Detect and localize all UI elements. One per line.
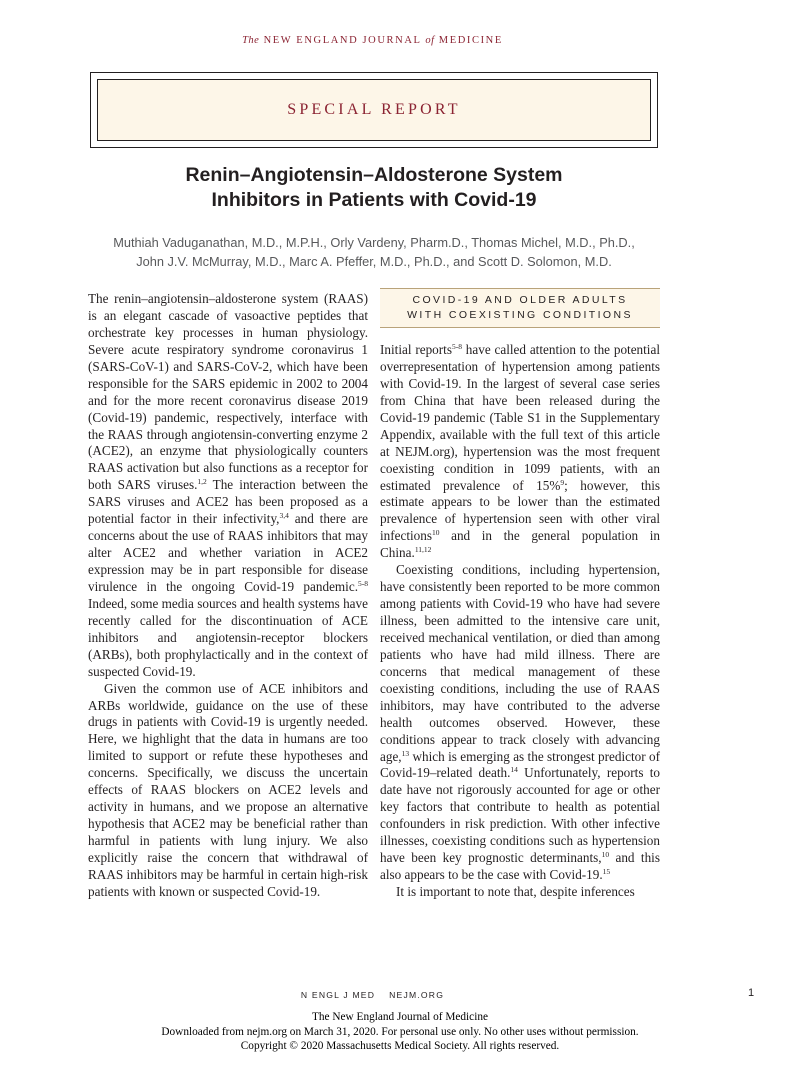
text-run: Coexisting conditions, including hypertension, have consistently been reported to be more common among patients with Covid-19 who have had severe illness, been admitted to the intensive care unit, received mechanical ventilation, or died than among patients who have had mild illness. There are concerns that medical management of these coexisting conditions, including the use of RAAS inhibitors, may have contributed to the adverse health outcomes observed. However, these conditions appear to track closely with advancing age,	[380, 562, 660, 764]
title-line-2: Inhibitors in Patients with Covid-19	[211, 189, 537, 211]
footer-journal-abbrev: N ENGL J MED	[300, 990, 376, 1000]
download-line-2: Downloaded from nejm.org on March 31, 2020. For personal use only. No other uses without permission.	[161, 1025, 639, 1038]
citation-ref: 11,12	[414, 545, 432, 555]
authors-line-1: Muthiah Vaduganathan, M.D., M.P.H., Orly Vardeny, Pharm.D., Thomas Michel, M.D., Ph.D.,	[113, 235, 635, 250]
text-run: and in the general population in China.	[380, 528, 660, 561]
text-run: and this also appears to be the case with Covid-19.	[380, 850, 660, 883]
authors-line-2: John J.V. McMurray, M.D., Marc A. Pfeffer, M.D., Ph.D., and Scott D. Solomon, M.D.	[136, 254, 612, 269]
citation-ref: 13	[401, 748, 410, 758]
citation-ref: 5-8	[358, 578, 368, 588]
citation-ref: 10	[432, 528, 440, 538]
masthead-main: NEW ENGLAND JOURNAL	[259, 35, 426, 46]
citation-ref: 9	[560, 477, 565, 487]
section-heading-line-1: COVID-19 AND OLDER ADULTS	[412, 294, 628, 306]
right-paragraph-2	[380, 562, 660, 884]
text-run: Given the common use of ACE inhibitors and ARBs worldwide, guidance on the use of these drugs in patients with Covid-19 is urgently needed. Here, we highlight that the data in humans are too limited to support or refute these hypotheses and concerns. Specifically, we discuss the uncertain effects of RAAS blockers on ACE2 levels and activity in humans, and we propose an alternative hypothesis that ACE2 may be beneficial rather than harmful in patients with lung injury. We also explicitly raise the concern that withdrawal of RAAS inhibitors may be harmful in certain high-risk patients with known or suspected Covid-19.	[88, 680, 368, 899]
text-run: It is important to note that, despite inferences	[396, 884, 635, 899]
citation-ref: 14	[510, 765, 518, 775]
text-run: which is emerging as the strongest predictor of Covid-19–related death.	[380, 748, 660, 781]
text-run: have called attention to the potential overrepresentation of hypertension among patients with Covid-19. In the largest of several case series from China that have been released during the Covid-19 pandemic (Table S1 in the Supplementary Appendix, available with the full text of this article at NEJM.org), hypertension was the most frequent coexisting condition in 1099 patients, with an estimated prevalence of 15%	[380, 342, 660, 493]
page-number: 1	[748, 987, 755, 999]
author-list	[90, 233, 658, 271]
footer-site: NEJM.ORG	[389, 990, 445, 1000]
left-paragraph-1	[88, 291, 368, 681]
text-run: Unfortunately, reports to date have not rigorously accounted for age or other key factors that contribute to health as potential confounders in risk prediction. With other infective illnesses, coexisting conditions such as hypertension have been key prognostic determinants,	[380, 765, 660, 866]
running-footer	[0, 990, 745, 1000]
banner-label: SPECIAL REPORT	[287, 101, 461, 118]
text-run: Indeed, some media sources and health systems have recently called for the discontinuation of ACE inhibitors and angiotensin-receptor blockers (ARBs), both prophylactically and in the context of suspected Covid-19.	[88, 595, 368, 679]
masthead-the: The	[242, 35, 260, 46]
section-heading	[380, 288, 660, 328]
citation-ref: 15	[602, 867, 611, 877]
text-run: The renin–angiotensin–aldosterone system (RAAS) is an elegant cascade of vasoactive peptides that orchestrate key processes in human physiology. Severe acute respiratory syndrome coronavirus 1 (SARS-CoV-1) and SARS-CoV-2, which have been responsible for the SARS epidemic in 2002 to 2004 and for the more recent coronavirus disease 2019 (Covid-19) pandemic, respectively, interface with the RAAS through angiotensin-converting enzyme 2 (ACE2), an enzyme that physiologically counters RAAS activation but also functions as a receptor for both SARS viruses.	[88, 291, 368, 493]
masthead-end: MEDICINE	[434, 35, 503, 46]
left-column	[88, 291, 368, 901]
text-run: The interaction between the SARS viruses and ACE2 has been proposed as a potential factor in their infectivity,	[88, 477, 368, 527]
journal-masthead	[0, 35, 745, 46]
download-notice	[0, 1010, 800, 1054]
citation-ref: 5-8	[451, 342, 462, 351]
right-column	[380, 342, 660, 901]
download-line-1: The New England Journal of Medicine	[312, 1011, 488, 1023]
masthead-of: of	[425, 35, 435, 46]
special-report-banner	[90, 72, 658, 148]
right-paragraph-1	[380, 342, 660, 562]
text-run: and there are concerns about the use of RAAS inhibitors that may alter ACE2 and whether variation in ACE2 expression may be in part responsible for disease virulence in the ongoing Covid-19 pandemic.	[88, 511, 368, 594]
text-run: ; however, this estimate appears to be lower than the estimated prevalence of hypertension seen with other viral infections	[380, 477, 661, 544]
left-paragraph-2	[88, 681, 368, 901]
banner-inner-frame	[97, 79, 651, 141]
right-paragraph-3	[380, 884, 660, 901]
citation-ref: 3,4	[279, 511, 289, 521]
section-heading-line-2: WITH COEXISTING CONDITIONS	[407, 309, 633, 321]
citation-ref: 1,2	[197, 477, 207, 487]
download-line-3: Copyright © 2020 Massachusetts Medical Society. All rights reserved.	[240, 1040, 560, 1052]
title-line-1: Renin–Angiotensin–Aldosterone System	[185, 164, 563, 186]
article-title	[90, 163, 658, 213]
citation-ref: 10	[601, 850, 610, 860]
text-run: Initial reports	[380, 342, 452, 357]
